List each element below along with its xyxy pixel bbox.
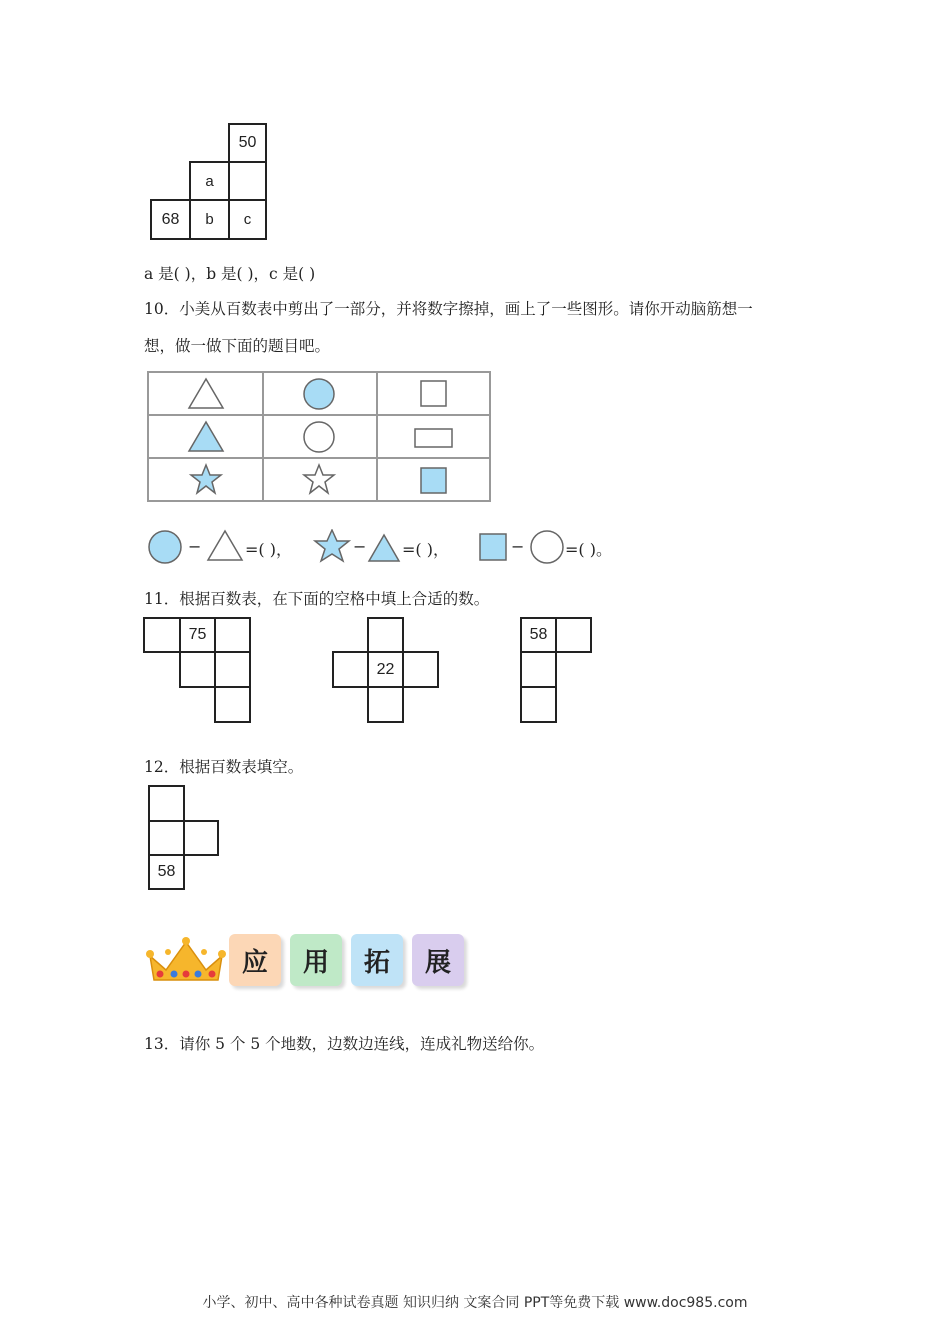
grid-cell-empty — [332, 651, 369, 688]
rectangle-outline-icon — [415, 429, 452, 447]
page-footer: 小学、初中、高中各种试卷真题 知识归纳 文案合同 PPT等免费下载 www.doc985.com — [202, 1295, 748, 1311]
grid-cell-empty — [555, 617, 592, 653]
section-banner — [146, 932, 476, 992]
crown-icon — [146, 936, 226, 986]
minus-sign: − — [511, 537, 525, 556]
grid-cell-empty — [402, 651, 439, 688]
grid-cell-empty — [520, 686, 557, 723]
grid-cell-75: 75 — [179, 617, 216, 653]
triangle-filled-icon — [189, 422, 223, 451]
star-outline-icon — [304, 465, 334, 493]
grid-cell-empty — [214, 617, 251, 653]
circle-filled-icon — [149, 531, 181, 563]
triangle-outline-icon — [208, 531, 242, 560]
square-outline-icon — [421, 381, 446, 406]
grid-cell-22: 22 — [367, 651, 404, 688]
eq2-blank: =( )， — [402, 540, 449, 559]
grid-cell-empty — [143, 617, 181, 653]
q13-text: 13．请你 5 个 5 个地数，边数边连线，连成礼物送给你。 — [144, 1035, 545, 1053]
q11-text: 11．根据百数表，在下面的空格中填上合适的数。 — [144, 590, 490, 608]
q12-text: 12．根据百数表填空。 — [144, 758, 304, 776]
grid-cell-empty — [214, 651, 251, 688]
banner-char-yong: 用 — [290, 934, 342, 986]
grid-cell-empty — [183, 820, 219, 856]
star-filled-icon — [315, 530, 349, 561]
grid-cell-empty — [367, 686, 404, 723]
q10-equation-row — [146, 529, 646, 565]
shape-grid-svg — [149, 373, 489, 500]
grid-cell-a: a — [189, 161, 230, 201]
star-filled-icon — [191, 465, 221, 493]
eq1-blank: =( )， — [245, 540, 292, 559]
grid-cell-empty — [179, 651, 216, 688]
square-filled-icon — [480, 534, 506, 560]
circle-filled-icon — [304, 379, 334, 409]
circle-outline-icon — [304, 422, 334, 452]
square-filled-icon — [421, 468, 446, 493]
circle-outline-icon — [531, 531, 563, 563]
shape-grid — [147, 371, 491, 502]
minus-sign: − — [188, 537, 202, 556]
grid-cell-68: 68 — [150, 199, 191, 240]
banner-char-zhan: 展 — [412, 934, 464, 986]
triangle-filled-icon — [369, 535, 399, 561]
grid-cell-empty — [228, 161, 267, 201]
q10-text-line1: 10．小美从百数表中剪出了一部分，并将数字擦掉，画上了一些图形。请你开动脑筋想一 — [144, 300, 753, 318]
triangle-outline-icon — [189, 379, 223, 408]
grid-cell-empty — [214, 686, 251, 723]
minus-sign: − — [353, 537, 367, 556]
banner-char-ying: 应 — [229, 934, 281, 986]
grid-cell-b: b — [189, 199, 230, 240]
grid-cell-empty — [520, 651, 557, 688]
grid-cell-empty — [148, 820, 185, 856]
grid-cell-empty — [148, 785, 185, 822]
grid-cell-58: 58 — [148, 854, 185, 890]
grid-cell-58: 58 — [520, 617, 557, 653]
q9-answer-line: a 是( )，b 是( )，c 是( ) — [144, 265, 316, 283]
q10-text-line2: 想，做一做下面的题目吧。 — [144, 337, 331, 355]
grid-cell-empty — [367, 617, 404, 653]
banner-char-tuo: 拓 — [351, 934, 403, 986]
grid-cell-50: 50 — [228, 123, 267, 163]
grid-cell-c: c — [228, 199, 267, 240]
eq3-blank: =( )。 — [565, 540, 612, 559]
